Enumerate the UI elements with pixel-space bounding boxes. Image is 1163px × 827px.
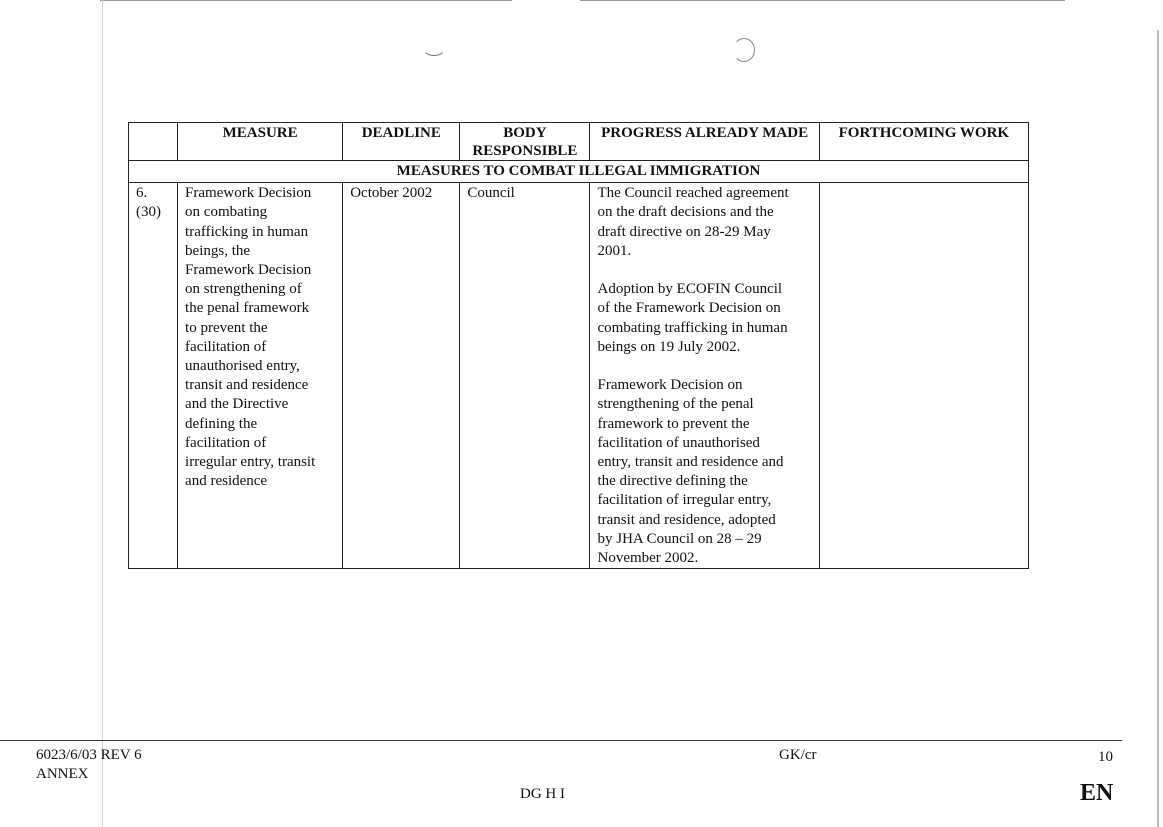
- row-deadline: October 2002: [343, 183, 460, 569]
- progress-line: Framework Decision on: [597, 377, 743, 394]
- header-forthcoming: FORTHCOMING WORK: [819, 123, 1028, 161]
- progress-line: the directive defining the: [597, 473, 748, 490]
- scan-edge-top-right: [580, 0, 1065, 1]
- progress-line: The Council reached agreement: [597, 185, 789, 202]
- header-deadline: DEADLINE: [343, 123, 460, 161]
- measure-line: irregular entry, transit: [185, 454, 316, 471]
- measure-line: facilitation of: [185, 338, 267, 355]
- measure-line: facilitation of: [185, 434, 267, 451]
- punch-hole-mark-right: [733, 38, 755, 62]
- row-body-responsible: Council: [460, 183, 590, 569]
- table-row: [129, 183, 1029, 569]
- footer-page-number: 10: [1098, 749, 1113, 765]
- row-number-line1: 6.: [136, 185, 148, 202]
- footer-annex: ANNEX: [36, 766, 89, 782]
- scan-edge-top: [100, 0, 512, 1]
- punch-hole-mark-left: [422, 38, 446, 56]
- measure-line: and the Directive: [185, 396, 289, 413]
- scan-edge-right: [1157, 30, 1159, 827]
- row-number-line2: (30): [136, 204, 161, 221]
- progress-line: draft directive on 28-29 May: [597, 223, 771, 240]
- progress-line: entry, transit and residence and: [597, 454, 784, 471]
- section-title: MEASURES TO COMBAT ILLEGAL IMMIGRATION: [129, 161, 1029, 183]
- measure-line: beings, the: [185, 242, 251, 259]
- measure-line: unauthorised entry,: [185, 358, 300, 375]
- binding-line-left: [102, 0, 103, 827]
- progress-line: facilitation of irregular entry,: [597, 492, 772, 509]
- measure-line: Framework Decision: [185, 262, 312, 279]
- measure-line: on strengthening of: [185, 281, 302, 298]
- row-progress: [590, 183, 819, 569]
- header-number: [129, 123, 178, 161]
- progress-line: strengthening of the penal: [597, 396, 754, 413]
- progress-line: by JHA Council on 28 – 29: [597, 530, 762, 547]
- progress-line: November 2002.: [597, 550, 699, 567]
- row-number: [129, 183, 178, 569]
- header-body-responsible: [460, 123, 590, 161]
- progress-line: of the Framework Decision on: [597, 300, 781, 317]
- measure-line: Framework Decision: [185, 185, 312, 202]
- progress-line: beings on 19 July 2002.: [597, 338, 741, 355]
- footer-directorate: DG H I: [520, 786, 565, 802]
- row-measure: [178, 183, 343, 569]
- header-body-line2: RESPONSIBLE: [472, 143, 578, 160]
- progress-line: combating trafficking in human: [597, 319, 788, 336]
- row-forthcoming: [819, 183, 1028, 569]
- measure-line: trafficking in human: [185, 223, 309, 240]
- paragraph-gap: [597, 261, 811, 280]
- progress-line: facilitation of unauthorised: [597, 434, 760, 451]
- measures-table: [128, 122, 1029, 569]
- header-measure: MEASURE: [178, 123, 343, 161]
- footer-initials: GK/cr: [779, 747, 817, 763]
- measure-line: on combating: [185, 204, 268, 221]
- progress-line: Adoption by ECOFIN Council: [597, 281, 783, 298]
- footer-language: EN: [1080, 780, 1114, 806]
- progress-line: 2001.: [597, 242, 632, 259]
- measure-line: defining the: [185, 415, 258, 432]
- measure-line: to prevent the: [185, 319, 268, 336]
- measure-line: and residence: [185, 473, 268, 490]
- measure-line: transit and residence: [185, 377, 309, 394]
- progress-line: transit and residence, adopted: [597, 511, 776, 528]
- header-progress: PROGRESS ALREADY MADE: [590, 123, 819, 161]
- section-row: [129, 161, 1029, 183]
- paragraph-gap: [597, 357, 811, 376]
- progress-line: framework to prevent the: [597, 415, 750, 432]
- footer-rule: [0, 740, 1122, 741]
- measure-line: the penal framework: [185, 300, 310, 317]
- table-header-row: [129, 123, 1029, 161]
- header-body-line1: BODY: [503, 125, 547, 141]
- footer-doc-ref: 6023/6/03 REV 6: [36, 747, 142, 763]
- progress-line: on the draft decisions and the: [597, 204, 774, 221]
